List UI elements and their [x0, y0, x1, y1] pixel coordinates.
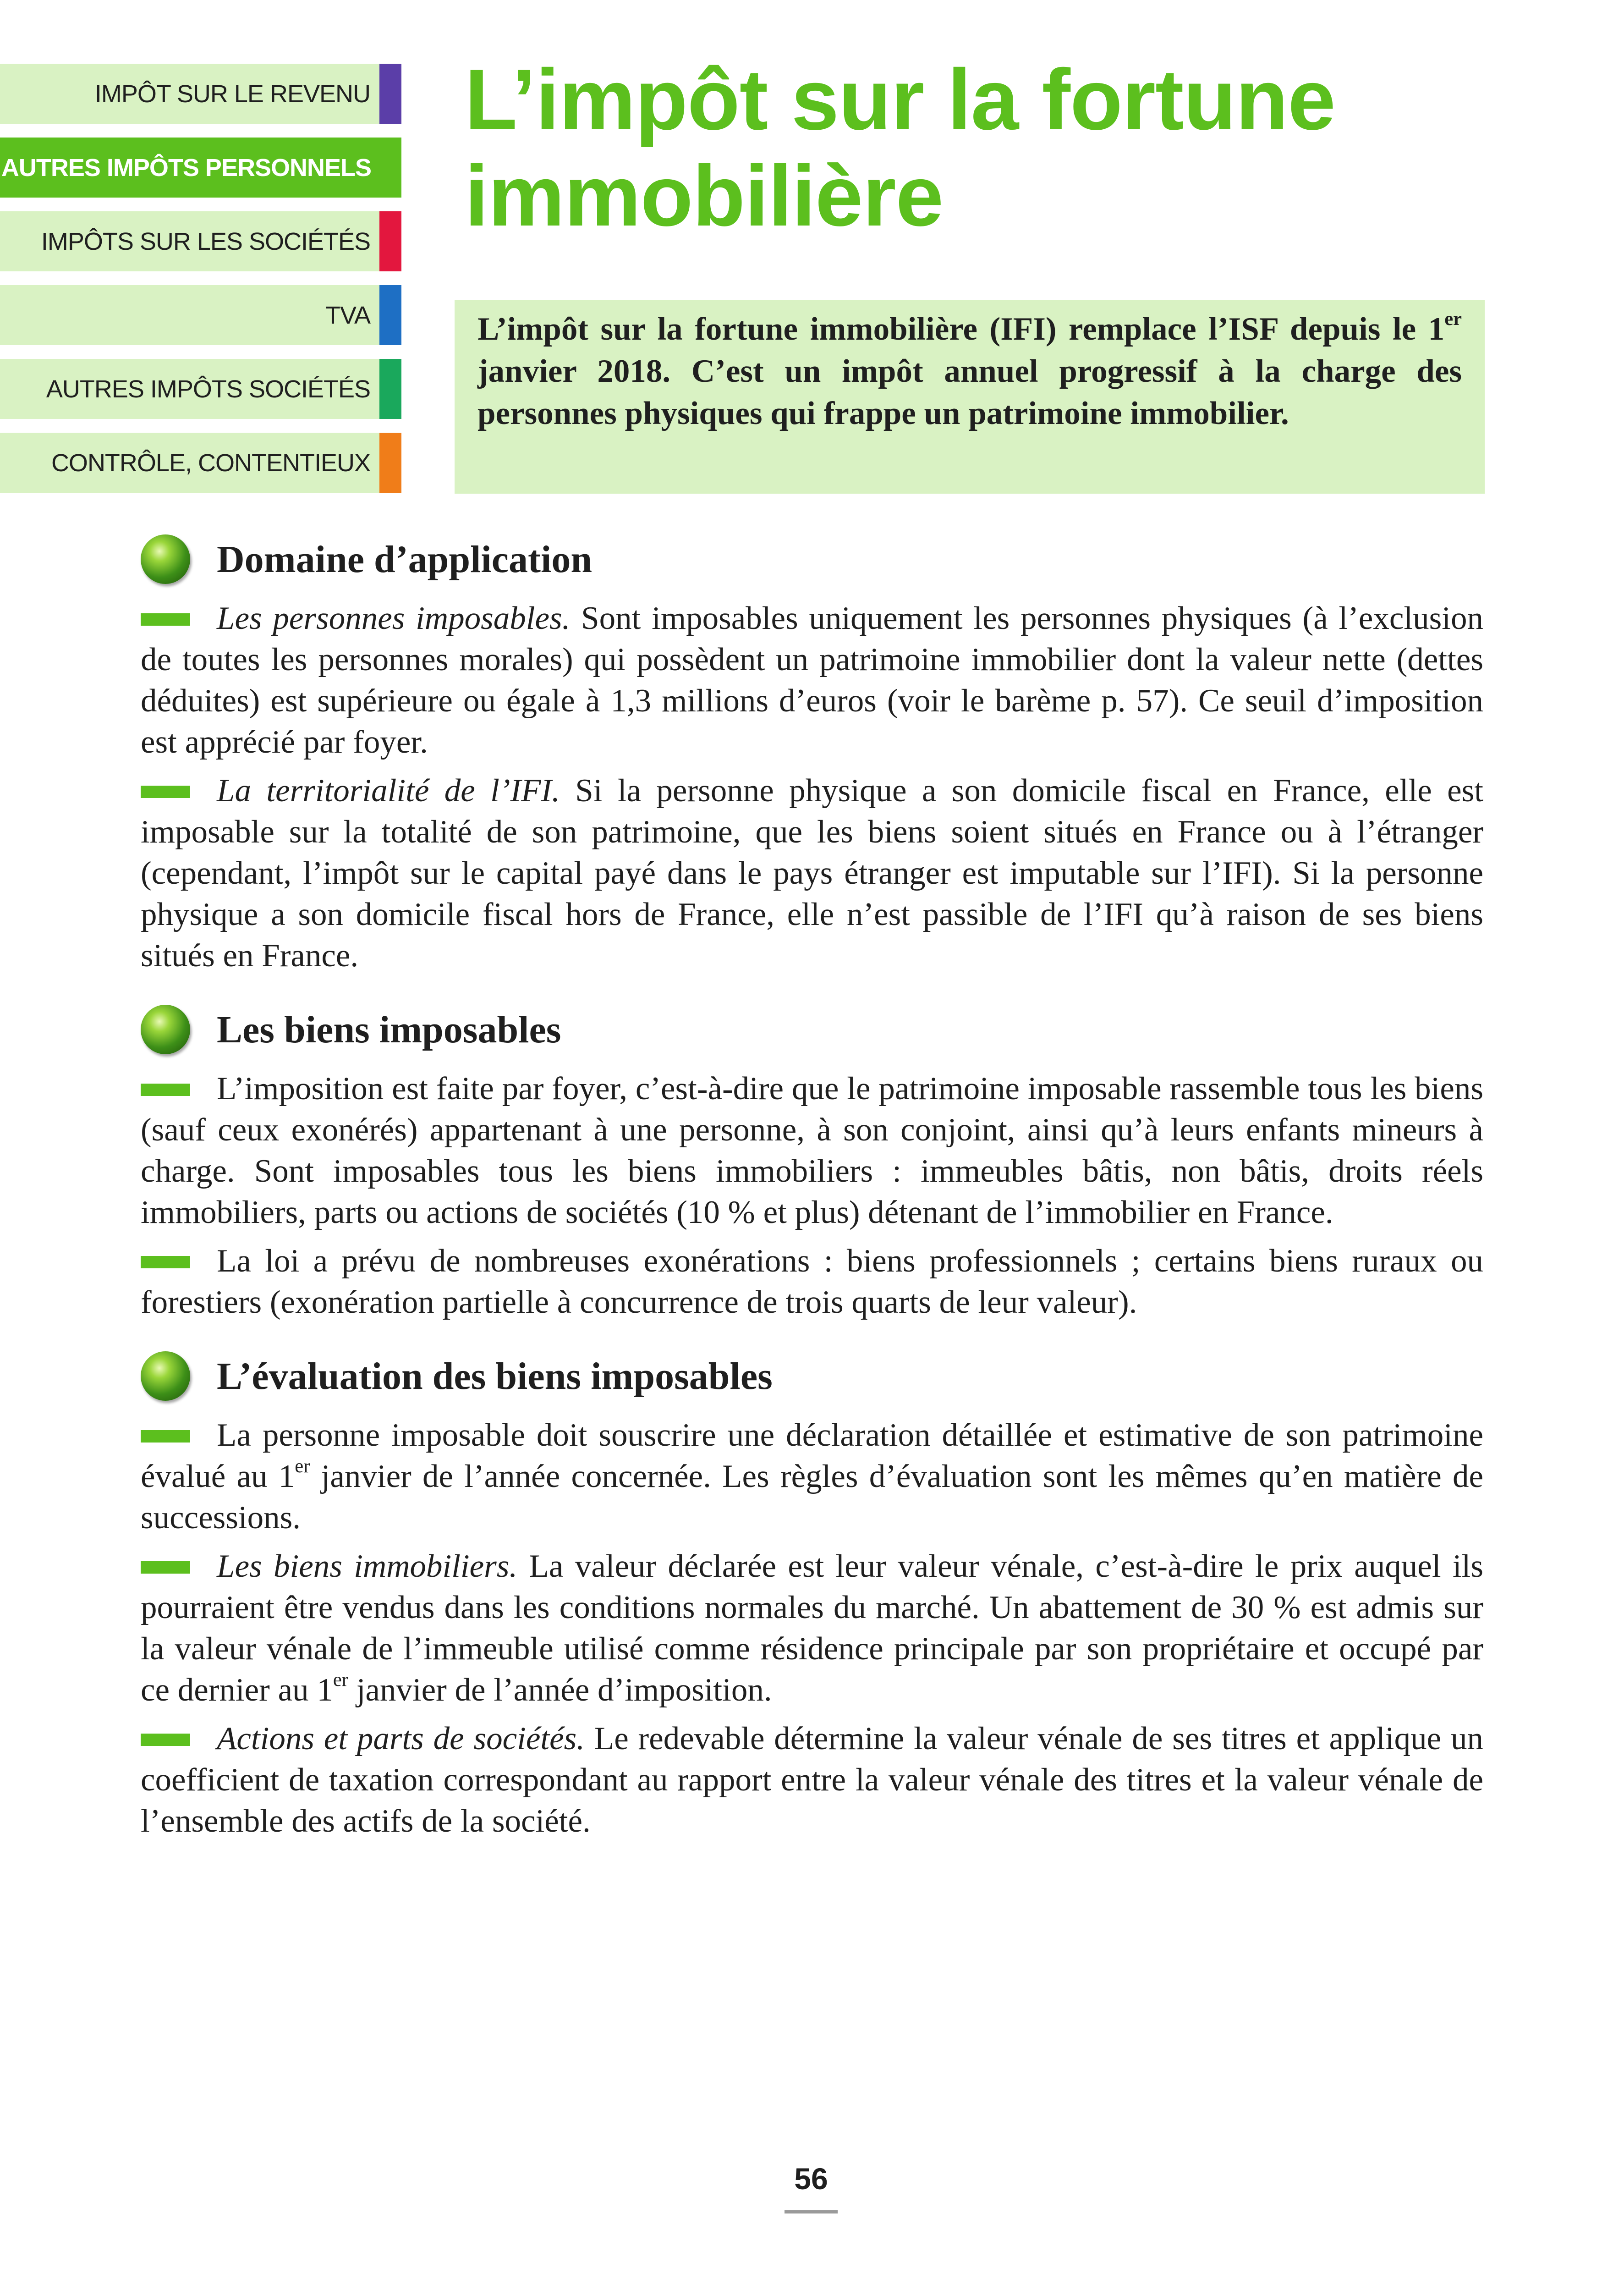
intro-box [455, 300, 1485, 494]
paragraph-lead: La territorialité de l’IFI. [217, 773, 560, 809]
section-heading [141, 530, 1483, 589]
nav-item-label: IMPÔTS SUR LES SOCIÉTÉS [41, 227, 370, 255]
green-dash-icon [141, 1734, 190, 1746]
nav-item-impots-societes[interactable] [0, 211, 401, 271]
nav-item-autres-impots-personnels[interactable] [0, 138, 401, 198]
green-dash-icon [141, 1084, 190, 1096]
paragraph-text-continued: janvier de l’année d’imposition. [348, 1672, 772, 1708]
paragraph-lead: Actions et parts de sociétés. [217, 1721, 585, 1756]
section-evaluation-biens [141, 1347, 1483, 1842]
nav-color-tab [379, 359, 401, 419]
nav-color-tab [379, 285, 401, 345]
green-dash-icon [141, 1256, 190, 1268]
paragraph-text: Le redevable détermine la valeur vénale de ses titres et applique un coefficient de taxation correspondant au rapport entre la valeur vénale des titres et la valeur vénale de l’ensemble des actifs de la société. [141, 1721, 1483, 1839]
superscript: er [333, 1669, 348, 1691]
nav-color-tab [379, 433, 401, 493]
superscript: er [295, 1455, 310, 1477]
intro-text-continued: janvier 2018. C’est un impôt annuel progressif à la charge des personnes physiques qui frappe un patrimoine immobilier. [477, 353, 1462, 431]
section-heading-text: Les biens imposables [217, 1008, 561, 1051]
green-ball-icon [141, 534, 190, 584]
paragraph-text: La valeur déclarée est leur valeur vénale, c’est-à-dire le prix auquel ils pourraient être vendus dans les conditions normales du marché. Un abattement de 30 % est admis sur la valeur vénale de l’immeuble utilisé comme résidence principale par son propriétaire et occupé par ce dernier au 1 [141, 1548, 1483, 1708]
intro-superscript: er [1444, 308, 1462, 330]
paragraph [141, 1546, 1483, 1711]
nav-item-label: TVA [325, 301, 370, 329]
page-number-rule [785, 2210, 838, 2213]
main-content [141, 530, 1483, 1866]
green-dash-icon [141, 1430, 190, 1443]
section-nav [0, 64, 401, 507]
intro-text: L’impôt sur la fortune immobilière (IFI) remplace l’ISF depuis le 1 [477, 311, 1445, 347]
green-ball-icon [141, 1005, 190, 1054]
nav-item-label: IMPÔT SUR LE REVENU [94, 80, 370, 108]
section-heading-text: Domaine d’application [217, 538, 593, 581]
paragraph [141, 1415, 1483, 1538]
paragraph [141, 1068, 1483, 1233]
section-biens-imposables [141, 1000, 1483, 1323]
paragraph-text: La loi a prévu de nombreuses exonérations : biens professionnels ; certains biens ruraux ou forestiers (exonération partielle à concurrence de trois quarts de leur valeur). [141, 1243, 1483, 1320]
paragraph-lead: Les biens immobiliers. [217, 1548, 518, 1584]
paragraph [141, 1240, 1483, 1323]
section-heading [141, 1347, 1483, 1406]
page-number: 56 [794, 2162, 828, 2196]
paragraph-text: L’imposition est faite par foyer, c’est-à-dire que le patrimoine imposable rassemble tous les biens (sauf ceux exonérés) appartenant à une personne, à son conjoint, ainsi qu’à leurs enfants mineurs à charge. Sont imposables tous les biens immobiliers : immeubles bâtis, non bâtis, droits réels immobiliers, parts ou actions de sociétés (10 % et plus) détenant de l’immobilier en France. [141, 1071, 1483, 1230]
nav-item-impot-revenu[interactable] [0, 64, 401, 124]
green-dash-icon [141, 613, 190, 626]
section-heading-text: L’évaluation des biens imposables [217, 1355, 773, 1398]
nav-item-controle-contentieux[interactable] [0, 433, 401, 493]
paragraph-text-continued: janvier de l’année concernée. Les règles d’évaluation sont les mêmes qu’en matière de successions. [141, 1459, 1483, 1536]
nav-item-tva[interactable] [0, 285, 401, 345]
section-domaine-application [141, 530, 1483, 976]
paragraph [141, 598, 1483, 763]
nav-item-label: AUTRES IMPÔTS SOCIÉTÉS [46, 375, 370, 403]
section-heading [141, 1000, 1483, 1060]
page-title: L’impôt sur la fortune immobilière [465, 51, 1335, 244]
green-dash-icon [141, 786, 190, 798]
paragraph-text: La personne imposable doit souscrire une déclaration détaillée et estimative de son patrimoine évalué au 1 [141, 1417, 1483, 1494]
paragraph [141, 770, 1483, 976]
green-ball-icon [141, 1351, 190, 1401]
nav-item-label: AUTRES IMPÔTS PERSONNELS [1, 154, 371, 182]
paragraph-lead: Les personnes imposables. [217, 600, 571, 636]
paragraph [141, 1718, 1483, 1842]
paragraph-text: Si la personne physique a son domicile fiscal en France, elle est imposable sur la totalité de son patrimoine, que les biens soient situés en France ou à l’étranger (cependant, l’impôt sur le capital payé dans le pays étranger est imputable sur l’IFI). Si la personne physique a son domicile fiscal hors de France, elle n’est passible de l’IFI qu’à raison de ses biens situés en France. [141, 773, 1483, 974]
nav-item-autres-impots-societes[interactable] [0, 359, 401, 419]
nav-color-tab [379, 211, 401, 271]
nav-item-label: CONTRÔLE, CONTENTIEUX [51, 449, 370, 477]
nav-color-tab [379, 64, 401, 124]
paragraph-text: Sont imposables uniquement les personnes physiques (à l’exclusion de toutes les personnes morales) qui possèdent un patrimoine immobilier dont la valeur nette (dettes déduites) est supérieure ou égale à 1,3 millions d’euros (voir le barème p. 57). Ce seuil d’imposition est apprécié par foyer. [141, 600, 1483, 760]
green-dash-icon [141, 1561, 190, 1574]
